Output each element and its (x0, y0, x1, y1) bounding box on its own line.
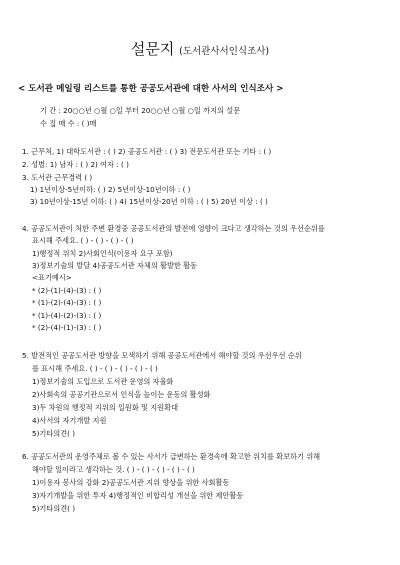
question-5-option: 4)사서의 자기개발 지원 (32, 416, 107, 425)
question-3-options-row-1: 1) 1년이상-5년이하: ( ) 2) 5년이상-10년이하 : ( ) (30, 185, 191, 194)
example-item: * (1)-(4)-(2)-(3) : ( ) (32, 311, 102, 320)
question-6-option-5: 5)기타의견( ) (32, 504, 76, 513)
question-4-option-row-1: 1)행정적 위치 2)사회인식(이용자 요구 포함) (32, 249, 173, 258)
question-3: 3. 도서관 근무경력 ( ) (22, 173, 93, 182)
title-main: 설문지 (130, 40, 175, 58)
question-5-option: 2)사회속의 공공기관으로서 인식을 높이는 운동의 활성화 (32, 390, 211, 399)
question-4-line-1: 4. 공공도서관이 처한 주변 환경중 공공도서관의 발전에 영향이 크다고 생각하는 것의 우선순위를 (22, 224, 325, 233)
question-5-option: 5)기타의견( ) (32, 429, 76, 438)
question-6-option-row-1: 1)이용자 봉사의 강화 2)공공도서관 지위 향상을 위한 사회활동 (32, 478, 230, 487)
question-5-option: 1)정보기술의 도입으로 도서관 운영의 자율화 (32, 377, 174, 386)
question-3-options-row-2: 3) 10년이상-15년 이하: ( ) 4) 15년이상-20년 이하 : ( ) 5) 20년 이상 : ( ) (30, 197, 268, 206)
question-6-line-1: 6. 공공도서관의 운영주체로 볼 수 있는 사서가 급변하는 환경속에 확고한 위치를 확보하기 위해 (22, 452, 321, 461)
collected-count: 수 집 매 수 : ( )매 (40, 119, 97, 128)
example-item: * (1)-(2)-(4)-(3) : ( ) (32, 298, 102, 307)
example-item: * (2)-(1)-(4)-(3) : ( ) (32, 286, 102, 295)
title-sub: (도서관사서인식조사) (179, 46, 270, 57)
question-5-line-1: 5. 발전적인 공공도서관 방향을 모색하기 위해 공공도서관에서 해야할 것의 우선우선 순위 (22, 351, 302, 360)
example-item: * (2)-(4)-(1)-(3) : ( ) (32, 323, 102, 332)
example-label: <표기예시> (32, 273, 72, 282)
question-4-line-2: 표시해 주세요. ( ) - ( ) - ( ) - ( ) (32, 236, 134, 245)
page-title (0, 38, 400, 59)
survey-subtitle: < 도서관 메일링 리스트를 통한 공공도서관에 대한 사서의 인식조사 > (18, 84, 284, 94)
question-4-option-row-2: 3)정보기술의 발달 4)공공도서관 자체의 활발한 활동 (32, 261, 198, 270)
question-6-option-row-2: 3)자기개발을 위한 투자 4)행정적인 비합리성 개선을 위한 제안활동 (32, 491, 244, 500)
question-5-option: 3)두 차원의 행정적 지위의 일원화 및 지원확대 (32, 403, 179, 412)
question-6-line-2: 해야할 일이라고 생각하는 것. ( ) - ( ) - ( ) - ( ) - ( ) (32, 465, 195, 474)
question-5-line-2: 를 표시해 주세요. ( ) - ( ) - ( ) - ( ) - ( ) (32, 364, 158, 373)
question-1: 1. 근무처, 1) 대학도서관 : ( ) 2) 공공도서관 : ( ) 3) 전문도서관 또는 기타 : ( ) (22, 147, 272, 156)
question-2: 2. 성별: 1) 남자 : ( ) 2) 여자 : ( ) (22, 160, 129, 169)
survey-period: 기 간 : 20○○년 ○월 ○일 부터 20○○년 ○월 ○일 까지의 설문 (40, 106, 241, 115)
